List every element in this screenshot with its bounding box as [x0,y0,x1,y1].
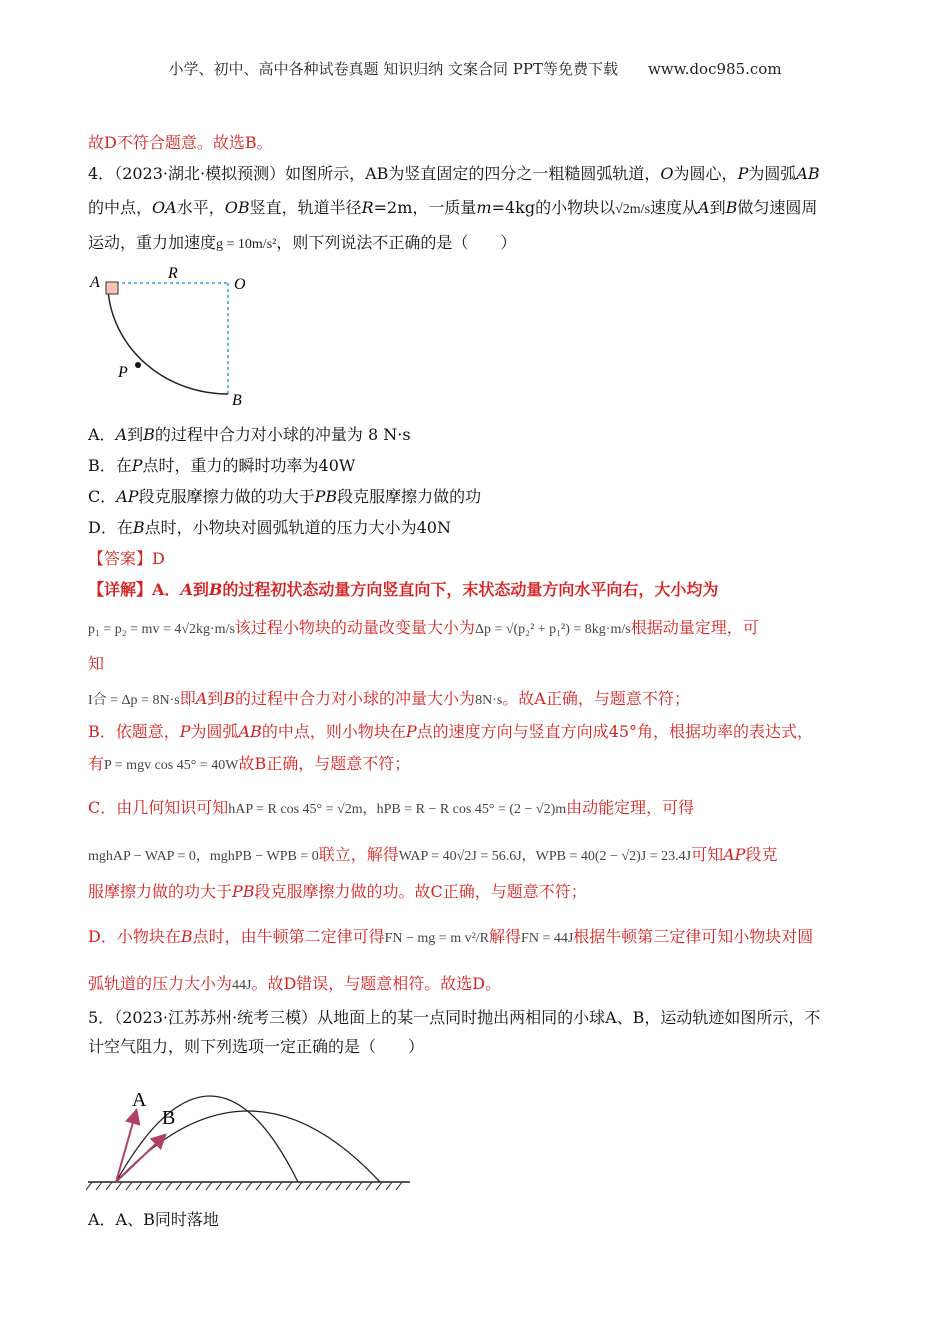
previous-answer-tail: 故D不符合题意。故选B。 [88,133,273,152]
option-var: A [115,425,128,444]
q4-stem-text: =2m，一质量 [373,198,477,217]
detail-c-line-1 [88,796,694,822]
label-p: P [118,364,128,381]
q4-option-b[interactable] [88,454,355,478]
momentum-formula: p₁ = p₂ = mv = 4√2kg·m/s [88,622,235,637]
detail-var: P [405,722,417,741]
q4-var-b: B [725,198,738,217]
detail-var: A [180,580,193,599]
detail-d-line-2 [88,972,501,998]
detail-text: 段克 [745,845,778,864]
trajectory-b [116,1111,380,1182]
option-text: D．在 [88,518,133,537]
option-text: 到 [127,425,144,444]
q5-stem-line-1 [88,1006,820,1030]
impulse-formula: I合 = Δp = 8N·s [88,693,180,708]
q5-source: （2023·江苏苏州·统考三模） [114,1008,318,1027]
option-text: 点时，重力的瞬时功率为40W [142,456,356,475]
detail-text: 的中点，则小物块在 [261,722,406,741]
detail-text: C．由几何知识可知 [88,798,229,817]
q4-var-r: R [361,198,374,217]
q4-var-ab: AB [796,164,820,183]
q4-var-oa: OA [152,198,177,217]
option-var: B [132,518,145,537]
detail-text: D．小物块在 [88,927,181,946]
q5-option-a[interactable]: A．A、B同时落地 [88,1210,219,1229]
q4-stem-text: ，则下列说法不正确的是（ ） [276,233,517,252]
option-var: P [131,456,143,475]
detail-tag: 【详解】 [88,580,153,599]
detail-var: B [208,580,223,599]
q4-var-a: A [698,198,710,217]
detail-c-line-3 [88,880,587,904]
q4-var-p: P [737,164,749,183]
option-text: B．在 [88,456,132,475]
normal-force-value: FN = 44J [521,931,574,946]
q4-stem-text: 竖直，轨道半径 [249,198,362,217]
q5-stem-text: 从地面上的某一点同时抛出两相同的小球A、B，运动轨迹如图所示，不 [317,1008,821,1027]
option-text: 点时，小物块对圆弧轨道的压力大小为40N [144,518,451,537]
pressure-value: 44J [232,978,252,993]
power-formula: P = mgv cos 45° = 40W [104,758,239,773]
detail-b-line-2 [88,752,410,778]
q5-trajectory-diagram [86,1060,416,1200]
q4-stem-line-1 [88,162,820,186]
q4-number: 4． [88,164,115,183]
detail-var: AB [238,722,262,741]
detail-text: A． [152,580,181,599]
detail-a-line-4 [88,687,690,713]
detail-var: AP [723,845,746,864]
detail-d-line-1 [88,925,813,951]
detail-text: 的过程初状态动量方向竖直向下，末状态动量方向水平向右，大小均为 [222,580,719,599]
detail-text: 有 [88,754,105,773]
q4-stem-text: 做匀速圆周 [737,198,818,217]
option-text: A． [88,425,116,444]
height-formula: hAP = R cos 45° = √2m，hPB = R − R cos 45° = (2 − √2)m [228,802,567,817]
energy-formula: mghAP − WAP = 0，mghPB − WPB = 0 [88,849,319,864]
q4-var-o: O [660,164,674,183]
detail-text: 由动能定理，可得 [566,798,695,817]
detail-text: 为圆弧 [190,722,239,741]
label-a: A [90,274,100,291]
detail-text: 点时，由牛顿第二定律可得 [192,927,385,946]
q5-stem-line-2: 计空气阻力，则下列选项一定正确的是（ ） [88,1037,425,1056]
page-header: 小学、初中、高中各种试卷真题 知识归纳 文案合同 PPT等免费下载 www.doc985.com [168,60,782,78]
q4-var-m: m [476,198,492,217]
detail-text: 故B正确，与题意不符； [238,754,411,773]
q5-number: 5． [88,1008,115,1027]
newton-formula: FN − mg = m v²/R [384,931,490,946]
q4-stem-text: 速度从 [650,198,699,217]
q4-source: （2023·湖北·模拟预测） [114,164,286,183]
detail-text: 的过程中合力对小球的冲量大小为 [235,689,476,708]
momentum-change-formula: Δp = √(p₂² + p₁²) = 8kg·m/s [474,622,631,637]
q4-option-c[interactable] [88,485,481,509]
label-o: O [234,276,246,293]
detail-a-line-2 [88,616,759,642]
small-block [106,282,118,294]
q4-gravity-formula: g = 10m/s² [216,237,277,252]
detail-text: 根据动量定理，可 [630,618,759,637]
q4-stem-text: 为圆心， [673,164,738,183]
detail-text: 即 [179,689,196,708]
q4-arc-diagram [86,262,256,412]
detail-var: B [223,689,236,708]
detail-a-line-1 [88,578,718,602]
q4-stem-text: 的中点， [88,198,153,217]
detail-var: A [195,689,208,708]
detail-text: 点的速度方向与竖直方向成45°角，根据功率的表达式， [416,722,814,741]
detail-text: 段克服摩擦力做的功。故C正确，与题意不符； [254,882,587,901]
q4-answer: 【答案】D [88,549,165,568]
detail-var: P [179,722,191,741]
detail-text: 弧轨道的压力大小为 [88,974,233,993]
option-var: AP [116,487,139,506]
q4-stem-text: 为圆弧 [748,164,797,183]
work-formula: WAP = 40√2J = 56.6J，WPB = 40(2 − √2)J = 23.4J [398,849,692,864]
ground-hatching [86,1182,402,1190]
q4-stem-line-3 [88,231,516,257]
detail-text: 联立，解得 [318,845,399,864]
detail-text: 到 [192,580,209,599]
label-b: B [232,392,242,409]
detail-c-line-2 [88,843,777,869]
impulse-value: 8N·s [475,693,503,708]
q4-var-ob: OB [224,198,250,217]
detail-text: 根据牛顿第三定律可知小物块对圆 [573,927,814,946]
q4-stem-text: 到 [709,198,726,217]
detail-text: B．依题意， [88,722,180,741]
q4-speed-formula: √2m/s [615,202,651,217]
option-text: 段克服摩擦力做的功 [337,487,482,506]
label-ball-a: A [132,1089,147,1111]
option-var: PB [314,487,338,506]
detail-text: 。故A正确，与题意不符； [502,689,690,708]
option-var: B [143,425,155,444]
detail-text: 服摩擦力做的功大于 [88,882,233,901]
option-text: C． [88,487,117,506]
detail-var: PB [232,882,255,901]
detail-b-line-1 [88,720,813,744]
q4-stem-text: 如图所示，AB为竖直固定的四分之一粗糙圆弧轨道， [285,164,661,183]
label-ball-b: B [162,1107,176,1129]
detail-a-line-3: 知 [88,654,105,673]
label-r: R [168,265,178,282]
point-p-dot [135,362,141,368]
q4-option-a[interactable] [88,423,411,447]
detail-var: B [180,927,193,946]
detail-text: 。故D错误，与题意相符。故选D。 [251,974,502,993]
q4-stem-text: 运动，重力加速度 [88,233,217,252]
detail-text: 可知 [691,845,724,864]
q4-option-d[interactable] [88,516,451,540]
detail-text: 到 [207,689,224,708]
option-text: 段克服摩擦力做的功大于 [138,487,315,506]
detail-text: 该过程小物块的动量改变量大小为 [234,618,475,637]
q4-stem-text: =4kg的小物块以 [491,198,616,217]
option-text: 的过程中合力对小球的冲量为 8 N·s [154,425,411,444]
detail-text: 解得 [489,927,522,946]
q4-stem-line-2 [88,196,817,222]
q4-stem-text: 水平， [176,198,225,217]
